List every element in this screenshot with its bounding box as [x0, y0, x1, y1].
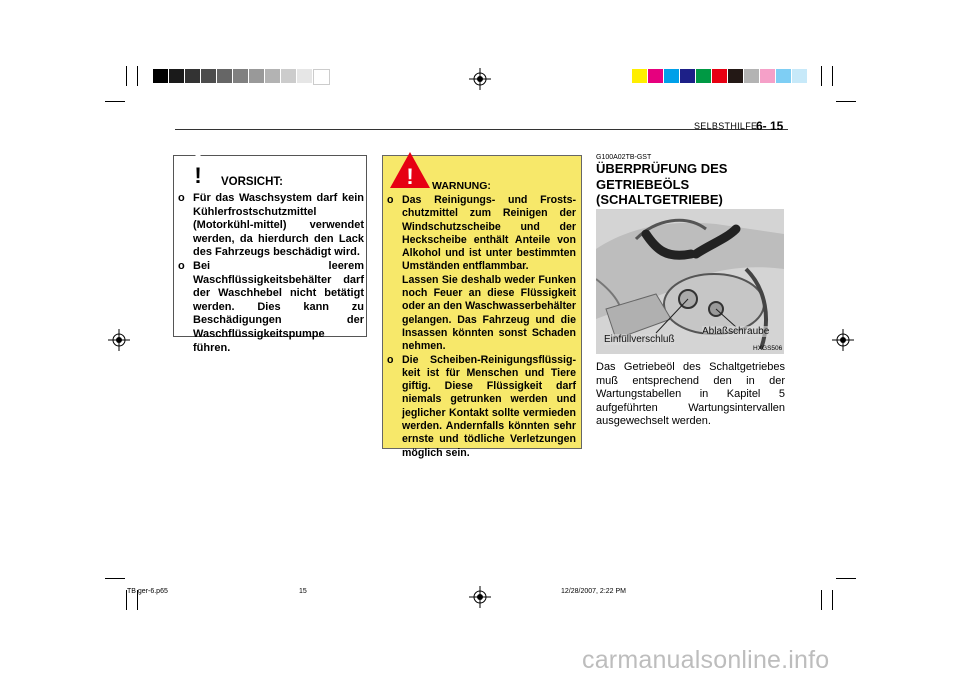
page-number: 6- 15	[756, 119, 784, 133]
color-swatch	[217, 69, 232, 83]
color-swatch	[744, 69, 759, 83]
warning-title: WARNUNG:	[432, 180, 491, 192]
drain-plug-label: Ablaßschraube	[702, 326, 770, 337]
color-swatch	[680, 69, 695, 83]
caution-title: VORSICHT:	[221, 176, 283, 188]
bullet: o	[178, 259, 185, 272]
transmission-photo	[596, 209, 784, 354]
color-swatch	[185, 69, 200, 83]
section-code: G100A02TB-GST	[596, 154, 652, 161]
color-swatch	[233, 69, 248, 83]
color-swatch	[249, 69, 264, 83]
caution-item-1: Für das Waschsystem darf kein Kühlerfrostschutzmittel (Motorkühl-mittel) verwendet werden, da hierdurch den Lack des Fahrzeugs beschädigt wird.	[193, 192, 364, 259]
color-swatch	[712, 69, 727, 83]
warning-item-1-extra: Lassen Sie deshalb weder Funken noch Feuer an diese Flüssigkeit oder an den Waschwasserbehälter gelangen. Das Fahrzeug und die Insassen könnten sonst Schaden nehmen.	[402, 273, 576, 353]
color-swatch	[265, 69, 280, 83]
footer-date: 12/28/2007, 2:22 PM	[561, 588, 626, 595]
warning-triangle-icon	[176, 150, 220, 190]
registration-mark-icon	[108, 329, 130, 351]
warning-list	[387, 194, 576, 460]
list-item	[387, 354, 576, 460]
warning-triangle-icon	[388, 150, 432, 190]
section-title: ÜBERPRÜFUNG DES GETRIEBEÖLS (SCHALTGETRIEBE)	[596, 161, 728, 207]
color-swatch	[760, 69, 775, 83]
list-item	[178, 260, 364, 355]
registration-mark-icon	[469, 68, 491, 90]
bullet: o	[387, 353, 394, 366]
list-item	[178, 192, 364, 260]
color-swatch	[776, 69, 791, 83]
color-swatch	[664, 69, 679, 83]
color-swatch	[153, 69, 168, 83]
svg-text:!: !	[406, 164, 414, 189]
bullet: o	[387, 194, 394, 206]
bullet: o	[178, 192, 185, 204]
registration-mark-icon	[469, 586, 491, 608]
fill-plug-label: Einfüllverschluß	[604, 334, 675, 345]
image-code: HXGS506	[753, 345, 783, 352]
color-swatch	[313, 69, 330, 85]
color-swatch	[281, 69, 296, 83]
color-swatch	[632, 69, 647, 83]
footer-file: TB ger-6.p65	[127, 588, 168, 595]
color-swatch	[297, 69, 312, 83]
list-item	[387, 194, 576, 354]
registration-mark-icon	[832, 329, 854, 351]
color-swatch	[728, 69, 743, 83]
footer-page: 15	[299, 588, 307, 595]
header-section: SELBSTHILFE	[694, 121, 758, 131]
color-swatch	[201, 69, 216, 83]
color-swatch	[792, 69, 807, 83]
section-body: Das Getriebeöl des Schaltgetriebes muß entsprechend den in der Wartungstabellen in Kapitel 5 aufgeführten Wartungsintervallen ausgewechselt werden.	[596, 361, 785, 428]
color-swatch	[169, 69, 184, 83]
caution-item-2: Bei leerem Waschflüssigkeitsbehälter darf der Waschhebel nicht betätigt werden. Dies kann zu Beschädigungen der Waschflüssigkeitspumpe führen.	[193, 259, 364, 354]
watermark: carmanualsonline.info	[582, 646, 830, 674]
warning-item-1: Das Reinigungs- und Frosts-chutzmittel zum Reinigen der Windschutzscheibe und der Heckscheibe enthält Anteile von Alkohol und ist unter bestimmten Umständen entflammbar.	[402, 194, 576, 273]
color-swatch	[696, 69, 711, 83]
warning-item-2: Die Scheiben-Reinigungsflüssig-keit ist für Menschen und Tiere giftig. Diese Flüssigkeit darf niemals getrunken werden und jeglicher Kontakt sollte vermieden werden. Andernfalls könnten sehr ernste und tödliche Verletzungen möglich sein.	[402, 353, 576, 459]
color-swatch	[648, 69, 663, 83]
caution-list	[178, 192, 364, 355]
svg-text:!: !	[194, 163, 202, 188]
